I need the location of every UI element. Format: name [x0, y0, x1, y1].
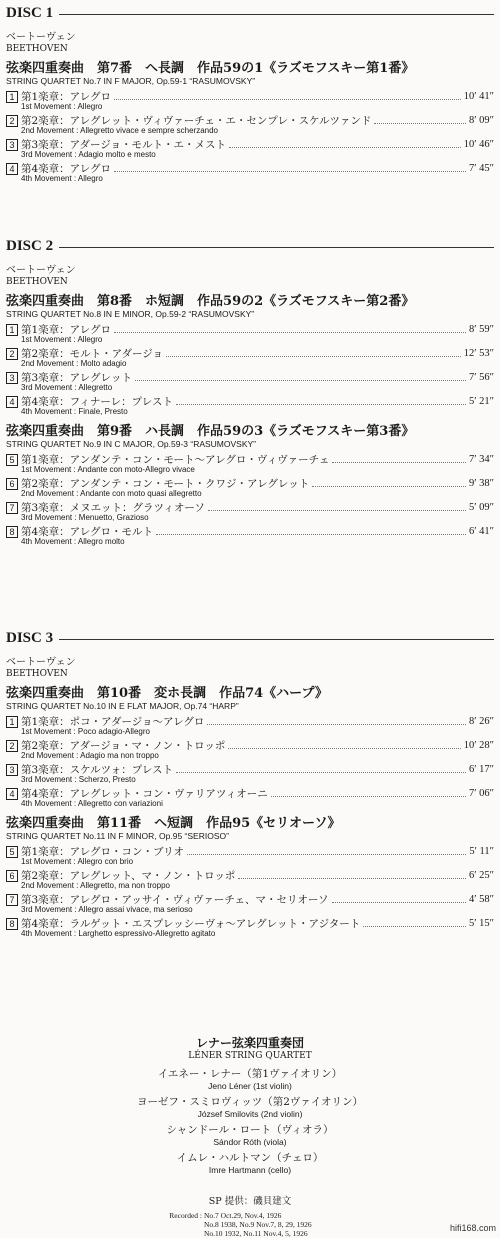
work-title-jp: 弦楽四重奏曲 第8番 ホ短調 作品59の2《ラズモフスキー第2番》: [6, 294, 415, 309]
track-duration: 7′ 45″: [468, 162, 494, 174]
track-duration: 6′ 41″: [468, 525, 494, 537]
track-line: [21, 476, 494, 490]
track-duration: 8′ 26″: [468, 715, 494, 727]
track-line: [21, 714, 494, 728]
member-name-en: József Smilovits (2nd violin): [197, 1109, 303, 1119]
track-title-en: 4th Movement : Allegretto con variazioni: [21, 799, 163, 808]
disc-header: [6, 237, 494, 255]
composer-name-jp: ベートーヴェン: [6, 32, 76, 43]
track-title-en: 2nd Movement : Allegretto, ma non troppo: [21, 881, 170, 890]
track-number: 3: [6, 764, 18, 776]
track-number: 1: [6, 716, 18, 728]
track-row: [6, 868, 494, 892]
track-row: [6, 137, 494, 161]
ensemble-credits: [0, 1036, 500, 1180]
disc-header: [6, 629, 494, 647]
track-title-jp: 第2楽章：モルト・アダージョ: [21, 347, 164, 360]
track-title-jp: 第4楽章：アレグロ・モルト: [21, 525, 154, 538]
track-duration: 10′ 46″: [463, 138, 494, 150]
dot-leader: [229, 140, 461, 148]
recording-dates: [166, 1211, 312, 1238]
track-title-en: 4th Movement : Finale, Presto: [21, 407, 128, 416]
track-line: [21, 137, 494, 151]
track-title-jp: 第3楽章：アダージョ・モルト・エ・メスト: [21, 138, 227, 151]
track-title-en: 1st Movement : Allegro: [21, 102, 103, 111]
disc-section: [6, 4, 494, 185]
recorded-line: No.10 1932, No.11 Nov.4, 5, 1926: [204, 1229, 308, 1238]
recorded-line: No.8 1938, No.9 Nov.7, 8, 29, 1926: [204, 1220, 312, 1229]
member-name-jp: ヨーゼフ・スミロヴィッツ（第2ヴァイオリン）: [137, 1096, 363, 1108]
track-title-jp: 第1楽章：アレグロ・コン・ブリオ: [21, 845, 185, 858]
track-line: [21, 892, 494, 906]
disc-label: DISC 2: [6, 237, 54, 254]
dot-leader: [271, 789, 466, 797]
track-row: [6, 476, 494, 500]
divider-line: [59, 247, 494, 248]
disc-section: [6, 237, 494, 548]
track-duration: 5′ 21″: [468, 395, 494, 407]
track-line: [21, 844, 494, 858]
dot-leader: [228, 741, 460, 749]
track-number: 3: [6, 139, 18, 151]
track-number: 1: [6, 91, 18, 103]
track-line: [21, 738, 494, 752]
track-line: [21, 762, 494, 776]
track-number: 5: [6, 846, 18, 858]
watermark: hifi168.com: [449, 1223, 496, 1233]
track-number: 7: [6, 502, 18, 514]
ensemble-name-en: LÉNER STRING QUARTET: [188, 1051, 312, 1061]
track-line: [21, 89, 494, 103]
disc-section: [6, 629, 494, 940]
track-line: [21, 524, 494, 538]
track-title-jp: 第1楽章：アンダンテ・コン・モート〜アレグロ・ヴィヴァーチェ: [21, 453, 330, 466]
member-name-en: Jeno Léner (1st violin): [208, 1081, 292, 1091]
dot-leader: [363, 919, 466, 927]
track-title-en: 2nd Movement : Andante con moto quasi allegretto: [21, 489, 202, 498]
dot-leader: [312, 479, 466, 487]
track-row: [6, 500, 494, 524]
sp-credit: SP 提供：磯貝建文: [208, 1196, 292, 1207]
recorded-line: No.7 Oct.29, Nov.4, 1926: [204, 1211, 282, 1220]
member: [0, 1152, 500, 1176]
track-line: [21, 322, 494, 336]
track-row: [6, 714, 494, 738]
dot-leader: [166, 349, 461, 357]
track-line: [21, 370, 494, 384]
track-title-jp: 第4楽章：アレグロ: [21, 162, 112, 175]
disc-header: [6, 4, 494, 22]
track-title-en: 1st Movement : Andante con moto-Allegro vivace: [21, 465, 195, 474]
track-title-en: 1st Movement : Allegro: [21, 335, 103, 344]
track-row: [6, 524, 494, 548]
dot-leader: [176, 765, 466, 773]
track-duration: 8′ 59″: [468, 323, 494, 335]
track-title-en: 3rd Movement : Allegro assai vivace, ma serioso: [21, 905, 193, 914]
track-number: 5: [6, 454, 18, 466]
dot-leader: [207, 717, 466, 725]
divider-line: [59, 14, 494, 15]
track-title-en: 4th Movement : Allegro: [21, 174, 103, 183]
track-number: 6: [6, 478, 18, 490]
dot-leader: [238, 871, 466, 879]
track-row: [6, 89, 494, 113]
member-name-en: Imre Hartmann (cello): [208, 1165, 292, 1175]
track-number: 8: [6, 918, 18, 930]
track-title-jp: 第3楽章：アレグロ・アッサイ・ヴィヴァーチェ、マ・セリオーソ: [21, 893, 329, 906]
dot-leader: [332, 455, 466, 463]
track-title-en: 3rd Movement : Menuetto, Grazioso: [21, 513, 149, 522]
track-line: [21, 394, 494, 408]
dot-leader: [114, 325, 466, 333]
track-duration: 8′ 09″: [468, 114, 494, 126]
work-title-jp: 弦楽四重奏曲 第10番 変ホ長調 作品74《ハープ》: [6, 686, 328, 701]
track-number: 4: [6, 396, 18, 408]
track-number: 8: [6, 526, 18, 538]
track-duration: 7′ 56″: [468, 371, 494, 383]
track-duration: 7′ 34″: [468, 453, 494, 465]
member-name-jp: シャンドール・ロート（ヴィオラ）: [166, 1124, 334, 1136]
track-title-jp: 第1楽章：アレグロ: [21, 90, 112, 103]
track-title-jp: 第1楽章：ポコ・アダージョ〜アレグロ: [21, 715, 205, 728]
track-row: [6, 322, 494, 346]
track-title-en: 1st Movement : Allegro con brio: [21, 857, 134, 866]
work-title-en: STRING QUARTET No.10 IN E FLAT MAJOR, Op.74 “HARP”: [6, 701, 239, 711]
ensemble-name-jp: レナー弦楽四重奏団: [195, 1036, 304, 1050]
track-row: [6, 394, 494, 418]
track-title-en: 2nd Movement : Adagio ma non troppo: [21, 751, 159, 760]
track-title-en: 2nd Movement : Allegretto vivace e sempre scherzando: [21, 126, 218, 135]
track-row: [6, 346, 494, 370]
track-title-en: 1st Movement : Poco adagio-Allegro: [21, 727, 150, 736]
track-duration: 4′ 58″: [468, 893, 494, 905]
track-title-jp: 第2楽章：アダージョ・マ・ノン・トロッポ: [21, 739, 226, 752]
dot-leader: [156, 527, 466, 535]
track-number: 6: [6, 870, 18, 882]
member-name-jp: イエネー・レナー（第1ヴァイオリン）: [157, 1068, 343, 1080]
member: [0, 1068, 500, 1092]
dot-leader: [114, 164, 466, 172]
disc-label: DISC 3: [6, 629, 54, 646]
track-duration: 6′ 17″: [468, 763, 494, 775]
track-title-en: 4th Movement : Larghetto espressivo-Allegretto agitato: [21, 929, 216, 938]
dot-leader: [332, 895, 466, 903]
track-title-en: 3rd Movement : Scherzo, Presto: [21, 775, 136, 784]
track-row: [6, 738, 494, 762]
track-duration: 5′ 15″: [468, 917, 494, 929]
track-line: [21, 346, 494, 360]
track-title-jp: 第1楽章：アレグロ: [21, 323, 112, 336]
dot-leader: [114, 92, 461, 100]
dot-leader: [135, 373, 466, 381]
track-line: [21, 916, 494, 930]
composer-name-jp: ベートーヴェン: [6, 657, 76, 668]
track-line: [21, 452, 494, 466]
track-row: [6, 916, 494, 940]
dot-leader: [187, 847, 466, 855]
dot-leader: [176, 397, 466, 405]
track-duration: 7′ 06″: [468, 787, 494, 799]
track-number: 7: [6, 894, 18, 906]
member-name-en: Sándor Róth (viola): [213, 1137, 287, 1147]
track-row: [6, 452, 494, 476]
track-number: 1: [6, 324, 18, 336]
track-duration: 9′ 38″: [468, 477, 494, 489]
track-number: 2: [6, 115, 18, 127]
work-title-en: STRING QUARTET No.9 IN C MAJOR, Op.59-3 “RASUMOVSKY”: [6, 439, 257, 449]
composer-name-jp: ベートーヴェン: [6, 265, 76, 276]
track-number: 2: [6, 348, 18, 360]
dot-leader: [208, 503, 466, 511]
track-line: [21, 868, 494, 882]
track-duration: 6′ 25″: [468, 869, 494, 881]
track-title-jp: 第2楽章：アレグレット、マ・ノン・トロッポ: [21, 869, 236, 882]
track-duration: 10′ 41″: [463, 90, 494, 102]
member: [0, 1124, 500, 1148]
disc-label: DISC 1: [6, 4, 54, 21]
composer-name-en: BEETHOVEN: [6, 669, 68, 679]
work-title-en: STRING QUARTET No.8 IN E MINOR, Op.59-2 “RASUMOVSKY”: [6, 309, 255, 319]
track-number: 2: [6, 740, 18, 752]
work-title-en: STRING QUARTET No.11 IN F MINOR, Op.95 “SERIOSO”: [6, 831, 229, 841]
recorded-label: Recorded :: [169, 1211, 202, 1220]
track-title-en: 3rd Movement : Allegretto: [21, 383, 113, 392]
member: [0, 1096, 500, 1120]
track-title-jp: 第2楽章：アンダンテ・コン・モート・クワジ・アレグレット: [21, 477, 310, 490]
track-row: [6, 370, 494, 394]
track-title-jp: 第4楽章：フィナーレ：プレスト: [21, 395, 173, 408]
track-title-en: 4th Movement : Allegro molto: [21, 537, 125, 546]
track-row: [6, 844, 494, 868]
track-duration: 12′ 53″: [463, 347, 494, 359]
divider-line: [59, 639, 494, 640]
dot-leader: [374, 116, 466, 124]
track-row: [6, 892, 494, 916]
track-title-jp: 第2楽章：アレグレット・ヴィヴァーチェ・エ・センプレ・スケルツァンド: [21, 114, 372, 127]
track-title-jp: 第4楽章：アレグレット・コン・ヴァリアツィオーニ: [21, 787, 268, 800]
work-title-jp: 弦楽四重奏曲 第7番 ヘ長調 作品59の1《ラズモフスキー第1番》: [6, 61, 415, 76]
track-row: [6, 786, 494, 810]
track-number: 4: [6, 163, 18, 175]
track-row: [6, 762, 494, 786]
track-row: [6, 161, 494, 185]
track-title-jp: 第4楽章：ラルゲット・エスプレッシーヴォ〜アレグレット・アジタート: [21, 917, 361, 930]
work-title-en: STRING QUARTET No.7 IN F MAJOR, Op.59-1 “RASUMOVSKY”: [6, 76, 256, 86]
work-title-jp: 弦楽四重奏曲 第11番 ヘ短調 作品95《セリオーソ》: [6, 816, 341, 831]
composer-name-en: BEETHOVEN: [6, 44, 68, 54]
track-line: [21, 113, 494, 127]
track-title-en: 2nd Movement : Molto adagio: [21, 359, 127, 368]
track-row: [6, 113, 494, 137]
track-duration: 5′ 11″: [469, 845, 494, 857]
track-duration: 5′ 09″: [468, 501, 494, 513]
composer-name-en: BEETHOVEN: [6, 277, 68, 287]
member-name-jp: イムレ・ハルトマン（チェロ）: [176, 1152, 324, 1164]
track-title-jp: 第3楽章：アレグレット: [21, 371, 132, 384]
track-title-jp: 第3楽章：メヌエット：グラツィオーソ: [21, 501, 205, 514]
track-duration: 10′ 28″: [463, 739, 494, 751]
track-title-jp: 第3楽章：スケルツォ：プレスト: [21, 763, 173, 776]
track-number: 4: [6, 788, 18, 800]
work-title-jp: 弦楽四重奏曲 第9番 ハ長調 作品59の3《ラズモフスキー第3番》: [6, 424, 415, 439]
track-line: [21, 161, 494, 175]
track-line: [21, 786, 494, 800]
track-line: [21, 500, 494, 514]
track-title-en: 3rd Movement : Adagio molto e mesto: [21, 150, 156, 159]
track-number: 3: [6, 372, 18, 384]
